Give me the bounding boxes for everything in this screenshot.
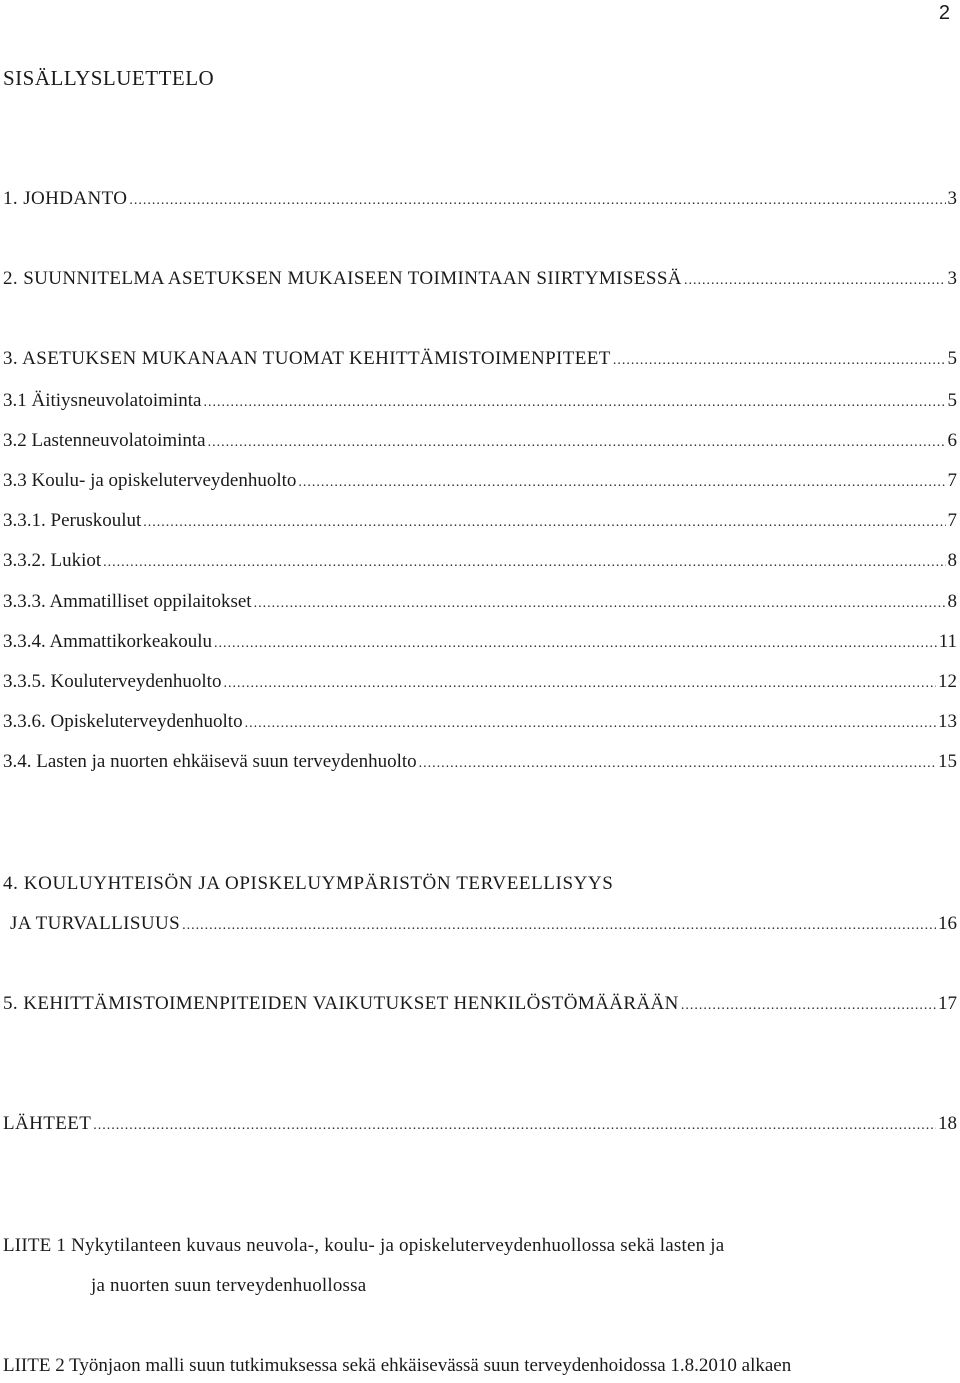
- toc-entry-title: 2. SUUNNITELMA ASETUKSEN MUKAISEEN TOIMINTAAN SIIRTYMISESSÄ: [3, 268, 682, 289]
- toc-entry-3-1[interactable]: [3, 390, 957, 418]
- dot-leader: [223, 676, 936, 692]
- toc-entry-page: 3: [947, 188, 957, 209]
- dot-leader: [681, 998, 936, 1014]
- toc-entry-title: 3.3.4. Ammattikorkeakoulu: [3, 631, 212, 652]
- toc-entry-page: 11: [938, 631, 957, 652]
- toc-entry-title: LÄHTEET: [3, 1113, 92, 1134]
- dot-leader: [129, 193, 945, 209]
- toc-entry-3-3-2[interactable]: [3, 550, 957, 578]
- toc-entry-title: 3.3.1. Peruskoulut: [3, 510, 142, 531]
- toc-entry-page: 7: [947, 470, 957, 491]
- toc-entry-1[interactable]: [3, 188, 957, 216]
- toc-entry-title: 3. ASETUKSEN MUKANAAN TUOMAT KEHITTÄMISTOIMENPITEET: [3, 348, 611, 369]
- toc-entry-3-2[interactable]: [3, 430, 957, 458]
- toc-entry-3-3[interactable]: [3, 470, 957, 498]
- toc-entry-title: 3.3.6. Opiskeluterveydenhuolto: [3, 711, 243, 732]
- toc-entry-3-3-6[interactable]: [3, 711, 957, 739]
- toc-entry-title: 5. KEHITTÄMISTOIMENPITEIDEN VAIKUTUKSET HENKILÖSTÖMÄÄRÄÄN: [3, 993, 679, 1014]
- toc-entry-title: 3.1 Äitiysneuvolatoiminta: [3, 390, 202, 411]
- toc-entry-3-3-3[interactable]: [3, 591, 957, 619]
- dot-leader: [103, 555, 945, 571]
- dot-leader: [143, 515, 945, 531]
- toc-entry-page: 15: [938, 751, 957, 772]
- toc-entry-page: 17: [938, 993, 957, 1014]
- appendix-2-line1[interactable]: LIITE 2 Työnjaon malli suun tutkimuksessa sekä ehkäisevässä suun terveydenhoidossa 1.8.2010 alkaen: [3, 1355, 792, 1376]
- dot-leader: [613, 353, 946, 369]
- toc-entry-title: 3.2 Lastenneuvolatoiminta: [3, 430, 206, 451]
- page-number: 2: [938, 2, 950, 24]
- toc-entry-title: 3.3.2. Lukiot: [3, 550, 102, 571]
- toc-entry-page: 12: [938, 671, 957, 692]
- toc-entry-page: 18: [938, 1113, 957, 1134]
- toc-entry-3-3-1[interactable]: [3, 510, 957, 538]
- toc-entry-3[interactable]: [3, 348, 957, 376]
- toc-entry-page: 5: [947, 348, 957, 369]
- toc-entry-page: 5: [947, 390, 957, 411]
- toc-entry-page: 16: [938, 913, 957, 934]
- dot-leader: [214, 636, 937, 652]
- toc-entry-page: 13: [938, 711, 957, 732]
- toc-heading: SISÄLLYSLUETTELO: [3, 66, 215, 90]
- toc-entry-title: JA TURVALLISUUS: [10, 913, 181, 934]
- toc-entry-title: 1. JOHDANTO: [3, 188, 128, 209]
- toc-entry-page: 8: [947, 550, 957, 571]
- dot-leader: [182, 918, 936, 934]
- toc-entry-page: 6: [947, 430, 957, 451]
- toc-entry-4-line1[interactable]: 4. KOULUYHTEISÖN JA OPISKELUYMPÄRISTÖN TERVEELLISYYS: [3, 873, 614, 894]
- toc-entry-title: 3.3.3. Ammatilliset oppilaitokset: [3, 591, 252, 612]
- toc-entry-4[interactable]: [10, 913, 957, 941]
- dot-leader: [93, 1118, 936, 1134]
- appendix-1-line1[interactable]: LIITE 1 Nykytilanteen kuvaus neuvola-, koulu- ja opiskeluterveydenhuollossa sekä lasten ja: [3, 1235, 725, 1256]
- toc-entry-lahteet[interactable]: [3, 1113, 957, 1141]
- toc-entry-3-3-5[interactable]: [3, 671, 957, 699]
- toc-entry-5[interactable]: [3, 993, 957, 1021]
- toc-entry-page: 7: [947, 510, 957, 531]
- dot-leader: [419, 756, 936, 772]
- toc-entry-title: 3.3 Koulu- ja opiskeluterveydenhuolto: [3, 470, 297, 491]
- appendix-1-line2[interactable]: ja nuorten suun terveydenhuollossa: [91, 1275, 367, 1296]
- dot-leader: [245, 716, 936, 732]
- toc-entry-2[interactable]: [3, 268, 957, 296]
- dot-leader: [298, 475, 945, 491]
- dot-leader: [208, 435, 946, 451]
- toc-entry-title: 3.3.5. Kouluterveydenhuolto: [3, 671, 222, 692]
- toc-entry-page: 8: [947, 591, 957, 612]
- toc-entry-3-3-4[interactable]: [3, 631, 957, 659]
- toc-entry-3-4[interactable]: [3, 751, 957, 779]
- dot-leader: [203, 395, 945, 411]
- dot-leader: [254, 596, 946, 612]
- dot-leader: [684, 273, 946, 289]
- toc-entry-page: 3: [947, 268, 957, 289]
- toc-entry-title: 3.4. Lasten ja nuorten ehkäisevä suun terveydenhuolto: [3, 751, 417, 772]
